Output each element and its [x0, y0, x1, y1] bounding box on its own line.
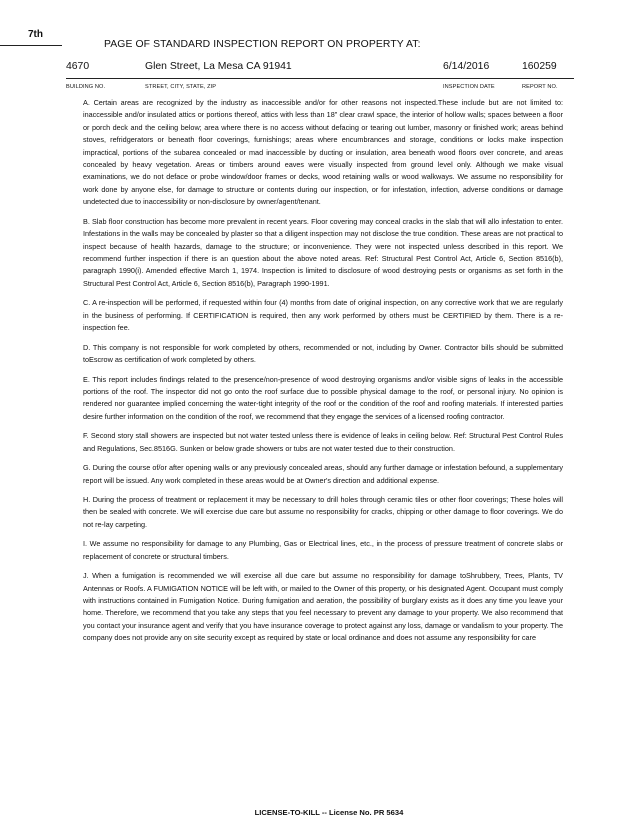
paragraph-a: A. Certain areas are recognized by the industry as inaccessible and/or for other reasons not inspected.These include but are not limited to: inaccessible and/or insulated attics or portions thereof, attics with less than 18" clear crawl space, the interior of hollow walls; spaces between a floor or porch deck and the ceiling below; area where there is no access without defacing or tearing out lumber, masonry or finished work; areas behind stoves, refridgerators or beneath floor coverings, furnishings; areas where encumbrances and storage, conditions or locks make inspection impractical, portions of the subarea concealed or mad inaccessible by ducting or insulation, area beneath wood floors over concrete, and areas concealed by heavy vegetation. Areas or timbers around eaves were visually inspected from ground level only. Although we make visual examinations, we do not deface or probe window/door frames or decks, wood retaining walls or wood walkways. We assume no responsibility for work done by anyone else, for damage to structure or contents during our inspection, or for infestation, infection, adverse conditions or damage undetected due to inaccessibility or non-disclosure by owner/agent/tenant.: [83, 98, 563, 207]
report-heading: PAGE OF STANDARD INSPECTION REPORT ON PROPERTY AT:: [104, 39, 421, 50]
paragraph-g: G. During the course of/or after opening walls or any previously concealed areas, should any further damage or infestation befound, a supplementary report will be issued. Any work completed in these areas would be at Owner's direction and additional expense.: [83, 463, 563, 485]
paragraph-j: J. When a fumigation is recommended we will exercise all due care but assume no responsibility for damage toShrubbery, Trees, Plants, TV Antennas or Roofs. A FUMIGATION NOTICE will be left with, or mailed to the Owner of this property, or his designated Agent. Occupant must comply with instructions contained in Fumigation Notice. During fumigation and aeration, the possibility of burglary exists as it does any time you leave your home. Therefore, we recommend that you take any steps that you feel necessary to prevent any damage to your property. We also recommend that you contact your insurance agent and verify that you have insurance coverage to protect against any loss, damage or vandalism to your property. The company does not provide any on site security except as required by state or local ordinance and does not assume any responsibility for care: [83, 571, 563, 643]
page-number-label: 7th: [28, 29, 43, 40]
paragraph-b: B. Slab floor construction has become more prevalent in recent years. Floor covering may conceal cracks in the slab that will allo infestation to enter. Infestations in the walls may be concealed by plaster so that a diligent inspection may not disclose the true condition. These areas are not practical to inspect because of health hazards, damage to the structure; or inconvenience. They were not inspected unless described in this report. We recommend further inspection if there is an question about the above noted areas. Ref: Structural Pest Control Act, Article 6, Section 8516(b), paragraph 1990(i). Amended effective March 1, 1974. Inspection is limited to disclosure of wood destroying pests or organisms as set forth in the Structural Pest Control Act, Article 6, Section 8516(b), Paragraph 1990-1991.: [83, 216, 563, 288]
property-address: Glen Street, La Mesa CA 91941: [145, 61, 292, 72]
page-number-underline: [0, 45, 62, 46]
report-number-label: REPORT NO.: [522, 84, 558, 90]
inspection-date: 6/14/2016: [443, 61, 490, 72]
inspection-date-label: INSPECTION DATE: [443, 84, 495, 90]
paragraph-e: E. This report includes findings related to the presence/non-presence of wood destroying organisms and/or visible signs of leaks in the accessible portions of the roof. The inspector did not go onto the roof surface due to possible physical damage to the roof, or personal injury. No opinion is rendered nor guarantee implied concerning the water-tight integrity of the roof or the condition of the roof and roofing materials. If interested parties desire further information on the condition of the roof, we recommend that they engage the services of a licensed roofing contractor.: [83, 374, 563, 421]
license-footer: LICENSE-TO-KILL -- License No. PR 5634: [254, 808, 404, 817]
address-label: STREET, CITY, STATE, ZIP: [145, 84, 217, 90]
building-number-label: BUILDING NO.: [66, 84, 106, 90]
paragraph-c: C. A re-inspection will be performed, if requested within four (4) months from date of original inspection, on any corrective work that we are regularly in the business of performing. If CERTIFICATION is required, then any work performed by others must be CERTIFIED by them. There is a re-inspection fee.: [83, 298, 563, 333]
paragraph-d: D. This company is not responsible for work completed by others, recommended or not, including by Owner. Contractor bills should be submitted toEscrow as certification of work completed by others.: [83, 342, 563, 364]
report-body: [83, 97, 563, 652]
paragraph-f: F. Second story stall showers are inspected but not water tested unless there is evidence of leaks in ceiling below. Ref: Structural Pest Control Rules and Regulations, Sec.8516G. Sunken or below grade showers or tubs are not water tested due to their construction.: [83, 431, 563, 453]
info-line-divider: [66, 78, 574, 79]
paragraph-h: H. During the process of treatment or replacement it may be necessary to drill holes through ceramic tiles or other floor coverings; These holes will then be sealed with concrete. We will exercise due care but assume no responsibility for cracks, chipping or other damage to floor coverings. We do not re-lay carpeting.: [83, 495, 563, 529]
paragraph-i: I. We assume no responsibility for damage to any Plumbing, Gas or Electrical lines, etc., in the process of pressure treatment of concrete slabs or replacement of concrete or structural timbers.: [83, 539, 563, 561]
report-number: 160259: [522, 61, 557, 72]
building-number: 4670: [66, 61, 90, 72]
